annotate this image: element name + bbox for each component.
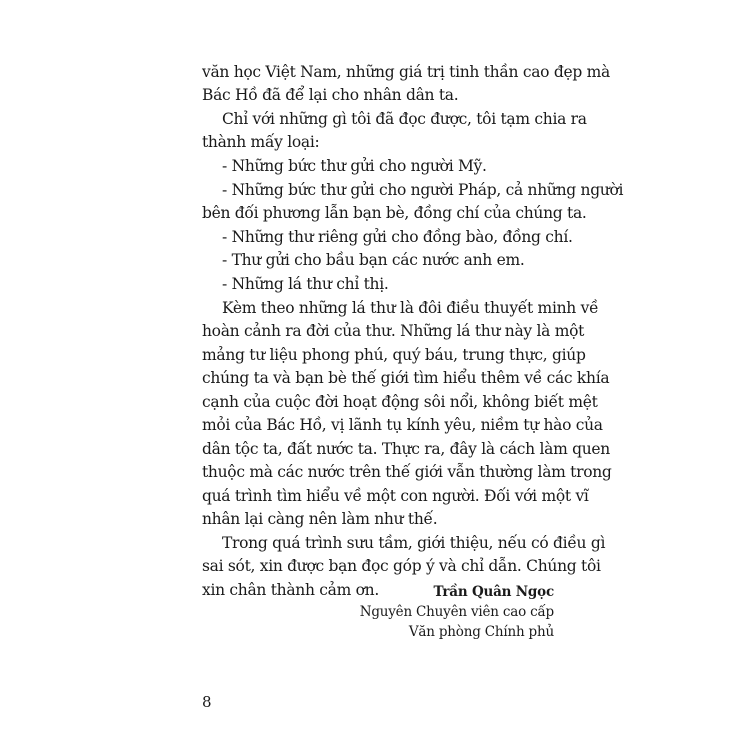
signature-office: Văn phòng Chính phủ <box>408 624 554 640</box>
text-line: mảng tư liệu phong phú, quý báu, trung thực, giúp <box>202 346 586 364</box>
text-line: mỏi của Bác Hồ, vị lãnh tụ kính yêu, niềm tự hào của <box>202 416 603 434</box>
text-line: Bác Hồ đã để lại cho nhân dân ta. <box>202 86 459 104</box>
list-item: - Thư gửi cho bầu bạn các nước anh em. <box>222 251 525 269</box>
text-line: dân tộc ta, đất nước ta. Thực ra, đây là cách làm quen <box>202 440 610 458</box>
text-line: hoàn cảnh ra đời của thư. Những lá thư này là một <box>202 322 585 340</box>
text-line: xin chân thành cảm ơn. <box>202 581 379 599</box>
text-line: quá trình tìm hiểu về một con người. Đối với một vĩ <box>202 487 589 505</box>
signature-name: Trần Quân Ngọc <box>433 584 554 600</box>
text-line: thuộc mà các nước trên thế giới vẫn thường làm trong <box>202 463 612 481</box>
text-line: thành mấy loại: <box>202 133 320 151</box>
text-line: chúng ta và bạn bè thế giới tìm hiểu thêm về các khía <box>202 369 610 387</box>
page-number: 8 <box>202 693 212 711</box>
signature-title: Nguyên Chuyên viên cao cấp <box>359 604 554 620</box>
text-line: nhân lại càng nên làm như thế. <box>202 510 438 528</box>
list-item: bên đối phương lẫn bạn bè, đồng chí của chúng ta. <box>202 204 587 222</box>
text-line: Trong quá trình sưu tầm, giới thiệu, nếu có điều gì <box>222 534 606 552</box>
list-item: - Những thư riêng gửi cho đồng bào, đồng chí. <box>222 228 573 246</box>
text-line: sai sót, xin được bạn đọc góp ý và chỉ dẫn. Chúng tôi <box>202 557 601 575</box>
text-line: văn học Việt Nam, những giá trị tinh thần cao đẹp mà <box>202 63 610 81</box>
list-item: - Những lá thư chỉ thị. <box>222 275 389 293</box>
text-line: Kèm theo những lá thư là đôi điều thuyết minh về <box>222 299 599 317</box>
text-line: cạnh của cuộc đời hoạt động sôi nổi, không biết mệt <box>202 393 598 411</box>
list-item: - Những bức thư gửi cho người Mỹ. <box>222 157 487 175</box>
text-line: Chỉ với những gì tôi đã đọc được, tôi tạm chia ra <box>222 110 587 128</box>
list-item: - Những bức thư gửi cho người Pháp, cả những người <box>222 181 624 199</box>
